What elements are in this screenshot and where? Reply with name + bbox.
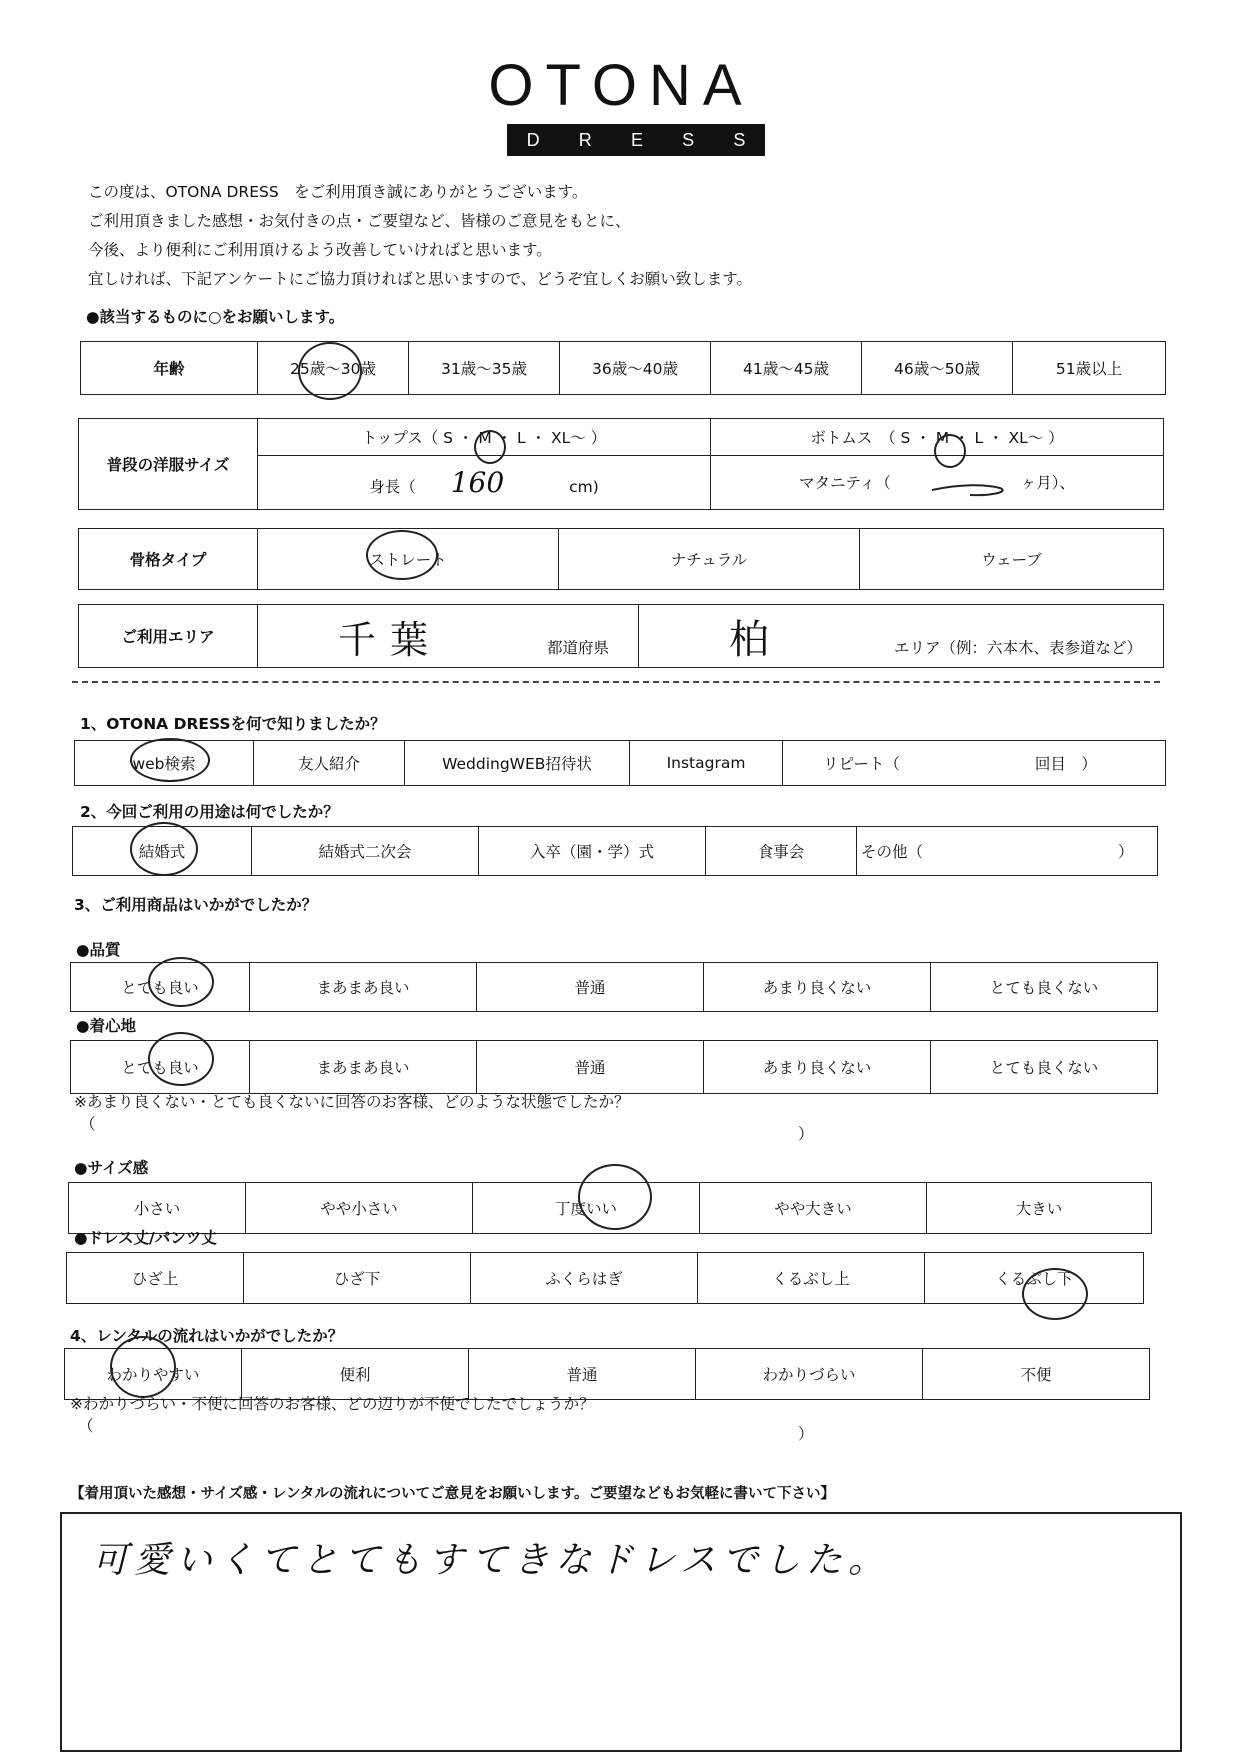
body-type-option[interactable]: ナチュラル	[559, 529, 860, 590]
logo-letter: S	[733, 129, 746, 150]
age-option[interactable]: 36歳〜40歳	[560, 342, 711, 395]
q3-title: 3、ご利用商品はいかがでしたか？	[74, 896, 318, 914]
logo-letter: D	[526, 129, 540, 150]
age-label: 年齢	[81, 342, 258, 395]
height-label: 身長（	[369, 477, 416, 496]
maternity-unit: ヶ月）、	[1020, 474, 1075, 493]
size-feel-option[interactable]: 大きい	[927, 1183, 1152, 1234]
size-label: 普段の洋服サイズ	[79, 419, 258, 510]
body-type-option[interactable]: ストレート	[258, 529, 559, 590]
length-label: ●ドレス丈/パンツ丈	[74, 1229, 217, 1247]
prefecture-value: 千葉	[338, 617, 443, 662]
age-option[interactable]: 46歳〜50歳	[862, 342, 1013, 395]
quality-label: ●品質	[76, 941, 121, 959]
q1-option[interactable]: 友人紹介	[254, 741, 405, 786]
body-type-label: 骨格タイプ	[79, 529, 258, 590]
height-unit: cm)	[569, 477, 599, 496]
q2-title: 2、今回ご利用の用途は何でしたか？	[80, 803, 339, 821]
area-value: 柏	[729, 616, 769, 663]
size-feel-option[interactable]: やや小さい	[246, 1183, 473, 1234]
paren-open: （	[78, 1417, 94, 1435]
area-table	[78, 604, 1164, 668]
q1-option[interactable]: web検索	[75, 741, 254, 786]
age-option[interactable]: 41歳〜45歳	[711, 342, 862, 395]
brand-logo-sub	[507, 124, 765, 156]
q2-option[interactable]: 入卒（園・学）式	[479, 827, 706, 876]
q1-option[interactable]: WeddingWEB招待状	[405, 741, 630, 786]
comfort-option[interactable]: とても良い	[71, 1041, 250, 1094]
other-label: その他（	[861, 843, 924, 861]
instruction: ●該当するものに○をお願いします。	[86, 308, 345, 326]
intro-line: ご利用頂きました感想・お気付きの点・ご要望など、皆様のご意見をもとに、	[88, 212, 631, 230]
q4-title: 4、レンタルの流れはいかがでしたか？	[70, 1327, 344, 1345]
intro-line: 宜しければ、下記アンケートにご協力頂ければと思いますので、どうぞ宜しくお願い致します。	[88, 270, 753, 288]
comment-text: 可愛いくてとてもすてきなドレスでした。	[92, 1540, 891, 1581]
age-table	[80, 341, 1166, 395]
prefecture-label: 都道府県	[546, 638, 609, 657]
logo-letter: E	[630, 129, 643, 150]
length-option[interactable]: くるぶし下	[925, 1253, 1144, 1304]
area-label: ご利用エリア	[79, 605, 258, 668]
maternity-label: マタニティ（	[799, 474, 891, 493]
logo-letter: S	[682, 129, 695, 150]
intro-line: 今後、より便利にご利用頂けるよう改善していければと思います。	[88, 241, 552, 259]
intro-line: この度は、OTONA DRESS をご利用頂き誠にありがとうございます。	[88, 183, 588, 201]
q2-option[interactable]: 食事会	[706, 827, 857, 876]
section-divider	[72, 681, 1160, 683]
size-feel-option[interactable]: やや大きい	[700, 1183, 927, 1234]
age-option[interactable]: 31歳〜35歳	[409, 342, 560, 395]
bottoms-size[interactable]: ボトムス （ S ・ M ・ L ・ XL〜 ）	[711, 419, 1164, 456]
paren-close: ）	[798, 1425, 814, 1443]
comment-title: 【着用頂いた感想・サイズ感・レンタルの流れについてご意見をお願いします。ご要望などもお気軽に書いて下さい】	[70, 1486, 835, 1502]
paren-open: （	[80, 1115, 96, 1133]
length-table	[66, 1252, 1144, 1304]
size-feel-label: ●サイズ感	[74, 1159, 149, 1177]
comfort-option[interactable]: とても良くない	[931, 1041, 1158, 1094]
other-suffix: ）	[1117, 843, 1134, 861]
size-feel-option[interactable]: 小さい	[69, 1183, 246, 1234]
length-option[interactable]: ふくらはぎ	[471, 1253, 698, 1304]
q4-option[interactable]: 便利	[242, 1349, 469, 1400]
logo-letter: R	[578, 129, 592, 150]
repeat-suffix: 回目 ）	[1034, 755, 1097, 773]
area-field[interactable]	[639, 605, 1164, 668]
handwritten-dash	[930, 478, 1020, 500]
comfort-option[interactable]: あまり良くない	[704, 1041, 931, 1094]
quality-table	[70, 962, 1158, 1012]
quality-option[interactable]: とても良くない	[931, 963, 1158, 1012]
q1-title: 1、OTONA DRESSを何で知りましたか？	[80, 715, 386, 733]
q4-note: ※わかりづらい・不便に回答のお客様、どの辺りが不便でしたでしょうか？	[70, 1395, 595, 1413]
q4-option[interactable]: わかりやすい	[65, 1349, 242, 1400]
area-example-label: エリア（例：六本木、表参道など）	[893, 638, 1142, 657]
size-feel-table	[68, 1182, 1152, 1234]
q1-option[interactable]: Instagram	[630, 741, 783, 786]
quality-option[interactable]: まあまあ良い	[250, 963, 477, 1012]
length-option[interactable]: くるぶし上	[698, 1253, 925, 1304]
tops-size[interactable]: トップス（ S ・ M ・ L ・ XL〜 ）	[258, 419, 711, 456]
q4-option[interactable]: 普通	[469, 1349, 696, 1400]
height-field[interactable]	[258, 455, 711, 509]
age-option[interactable]: 25歳〜30歳	[258, 342, 409, 395]
q4-option[interactable]: わかりづらい	[696, 1349, 923, 1400]
comment-box[interactable]	[60, 1512, 1182, 1752]
comfort-label: ●着心地	[76, 1017, 137, 1035]
quality-option[interactable]: 普通	[477, 963, 704, 1012]
prefecture-field[interactable]	[258, 605, 639, 668]
quality-option[interactable]: あまり良くない	[704, 963, 931, 1012]
length-option[interactable]: ひざ下	[244, 1253, 471, 1304]
age-option[interactable]: 51歳以上	[1013, 342, 1166, 395]
height-value: 160	[450, 465, 505, 499]
q2-option-other[interactable]	[857, 827, 1158, 876]
length-option[interactable]: ひざ上	[67, 1253, 244, 1304]
intro-text	[88, 178, 752, 294]
q1-table	[74, 740, 1166, 786]
q4-option[interactable]: 不便	[923, 1349, 1150, 1400]
comfort-table	[70, 1040, 1158, 1094]
comfort-option[interactable]: 普通	[477, 1041, 704, 1094]
quality-option[interactable]: とても良い	[71, 963, 250, 1012]
comfort-option[interactable]: まあまあ良い	[250, 1041, 477, 1094]
size-feel-option[interactable]: 丁度いい	[473, 1183, 700, 1234]
body-type-option[interactable]: ウェーブ	[860, 529, 1164, 590]
comfort-note: ※あまり良くない・とても良くないに回答のお客様、どのような状態でしたか？	[74, 1093, 630, 1111]
repeat-label: リピート（	[823, 755, 900, 773]
brand-logo: OTONA	[488, 53, 754, 118]
q2-option[interactable]: 結婚式	[73, 827, 252, 876]
body-type-table	[78, 528, 1164, 590]
paren-close: ）	[798, 1125, 814, 1143]
q2-table	[72, 826, 1158, 876]
q2-option[interactable]: 結婚式二次会	[252, 827, 479, 876]
q1-option-repeat[interactable]	[783, 741, 1166, 786]
